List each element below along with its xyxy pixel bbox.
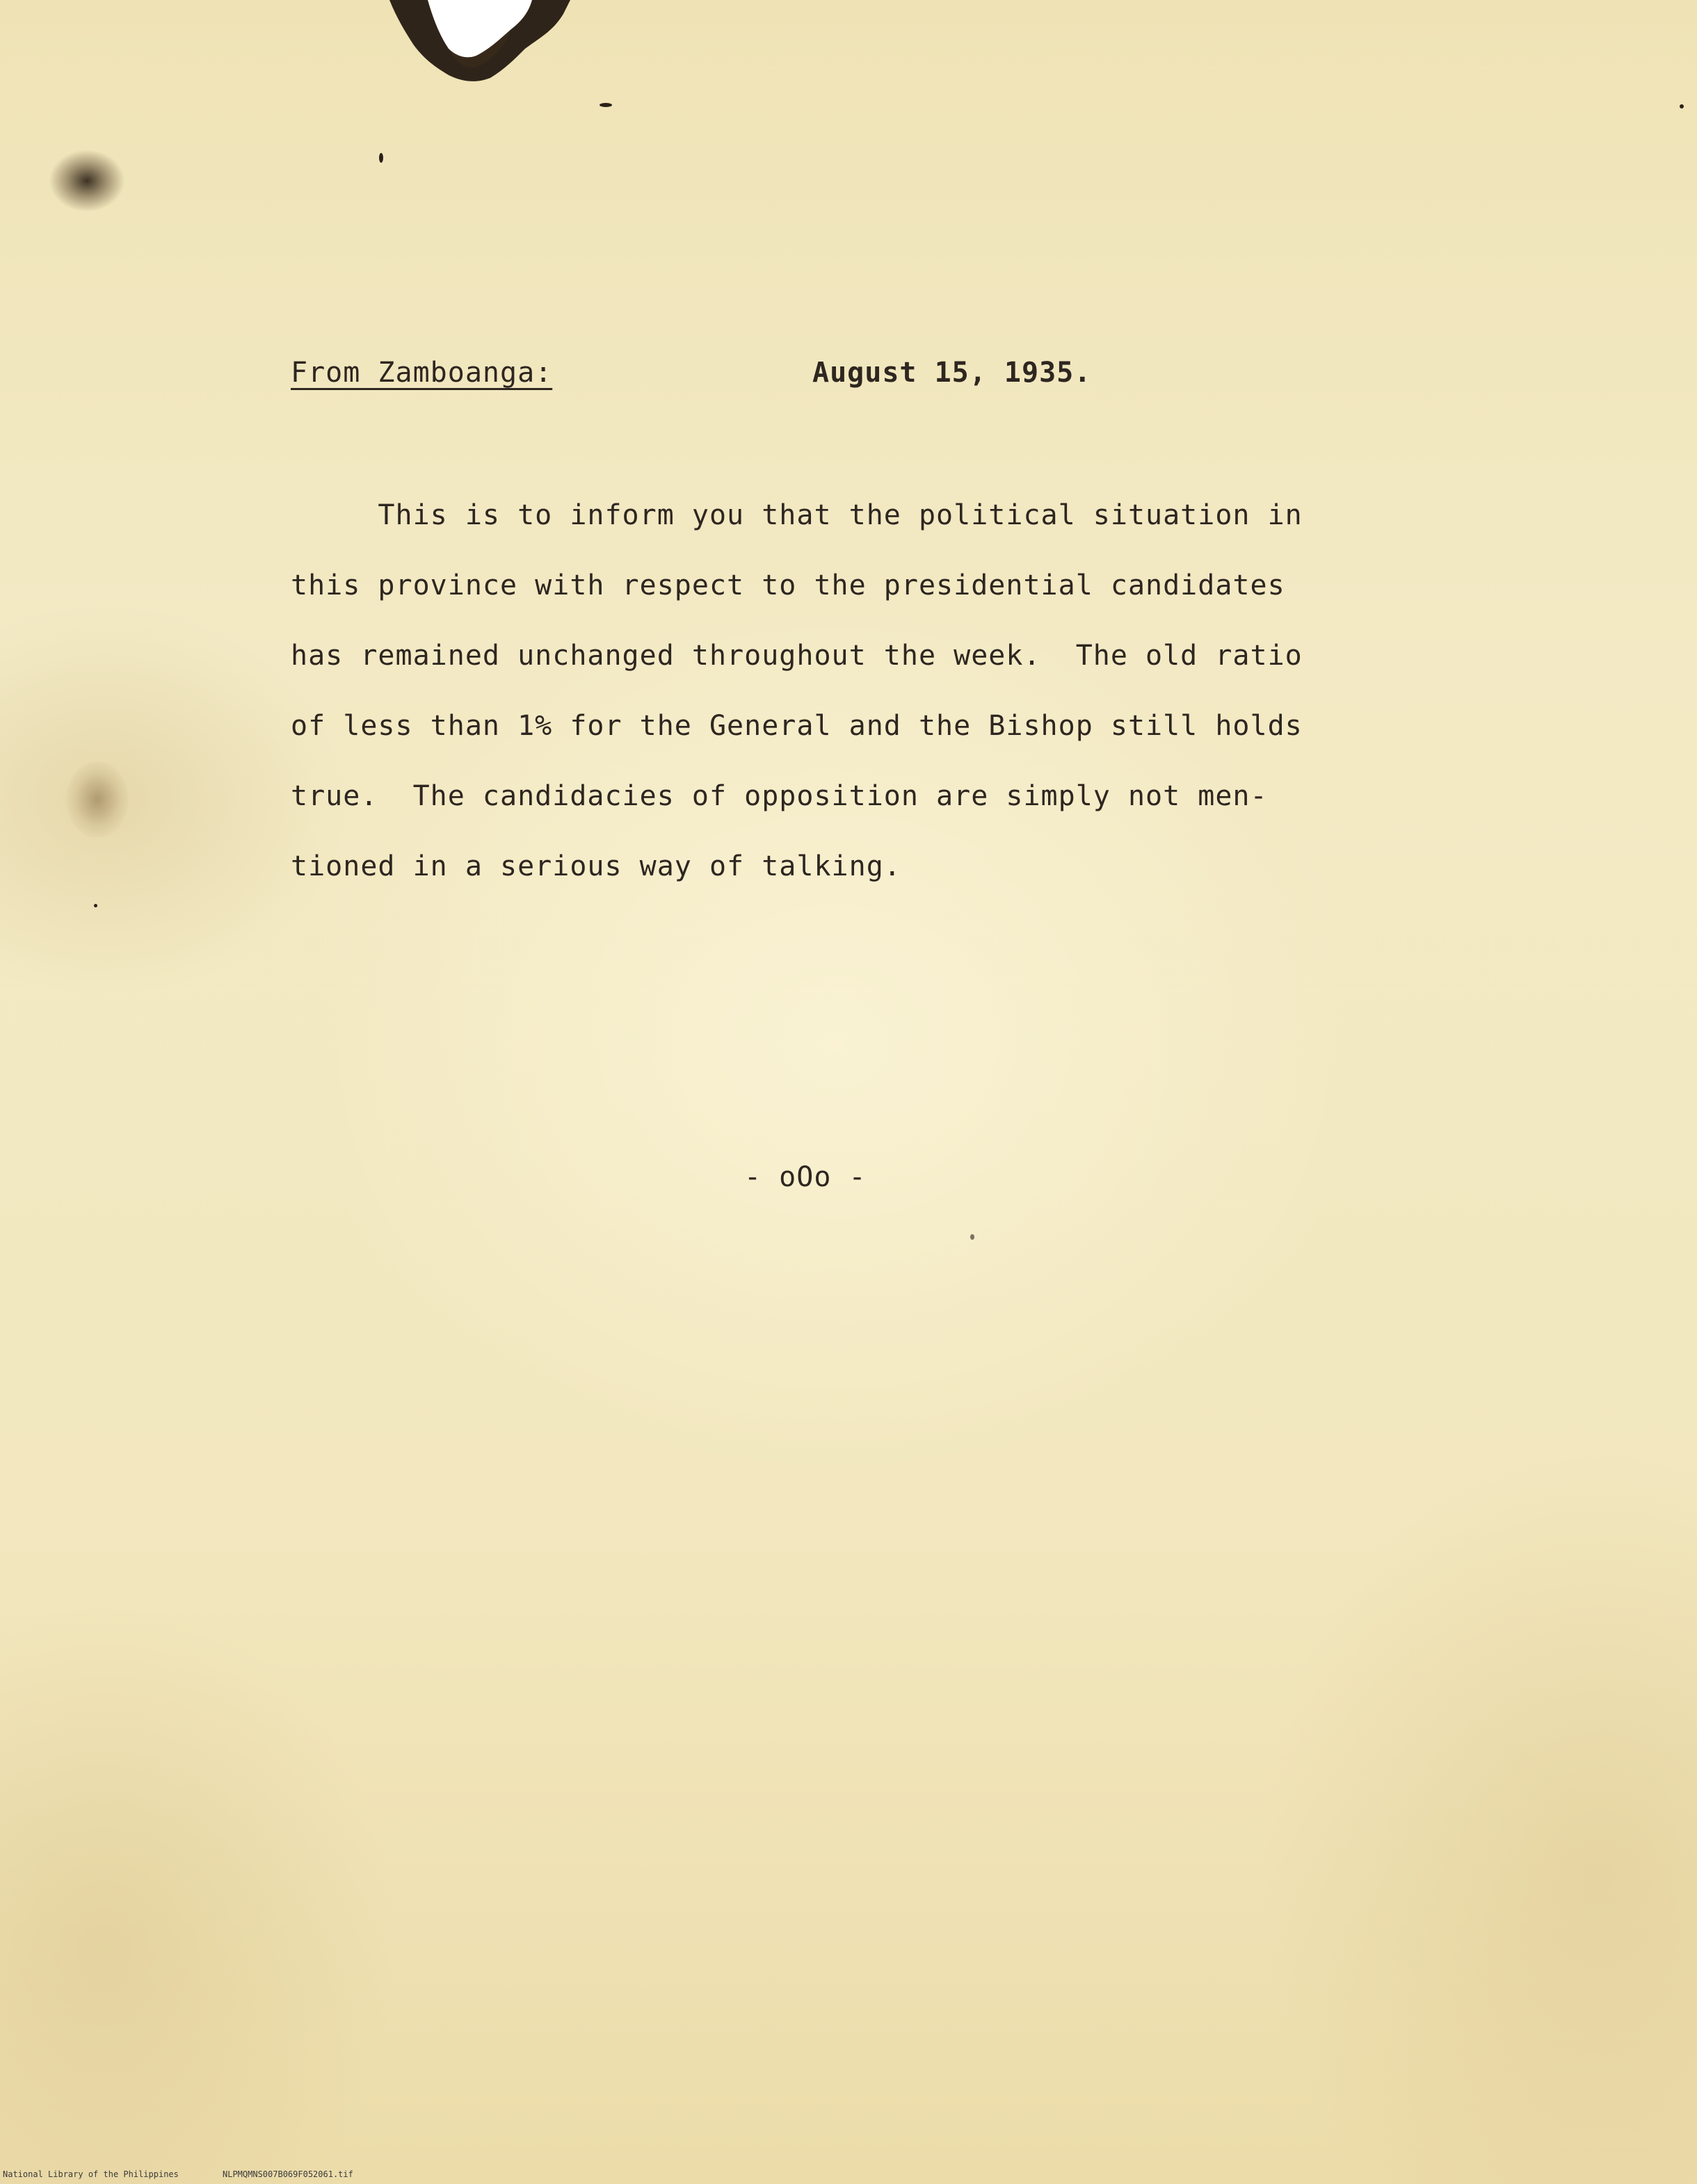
letter-body xyxy=(291,496,1334,917)
closing-mark: - oOo - xyxy=(744,1161,867,1193)
speck xyxy=(1680,104,1684,108)
body-line: true. The candidacies of opposition are simply not men- xyxy=(291,780,1268,812)
file-identifier: NLPMQMNS007B069F052061.tif xyxy=(223,2169,353,2179)
body-line: has remained unchanged throughout the week. The old ratio xyxy=(291,640,1303,672)
letter-origin: From Zamboanga: xyxy=(291,357,553,389)
letter-date: August 15, 1935. xyxy=(812,357,1092,389)
body-line: This is to inform you that the political situation in xyxy=(291,499,1303,531)
ink-stain xyxy=(49,149,125,212)
speck xyxy=(600,103,612,107)
speck xyxy=(379,153,383,163)
body-line: this province with respect to the presidential candidates xyxy=(291,569,1285,601)
body-line: of less than 1% for the General and the Bishop still holds xyxy=(291,710,1303,742)
speck xyxy=(970,1234,974,1240)
archive-credit: National Library of the Philippines xyxy=(3,2169,179,2179)
ink-stain xyxy=(66,761,129,838)
speck xyxy=(94,904,97,907)
body-line: tioned in a serious way of talking. xyxy=(291,850,901,882)
burn-hole-mark xyxy=(389,0,570,83)
